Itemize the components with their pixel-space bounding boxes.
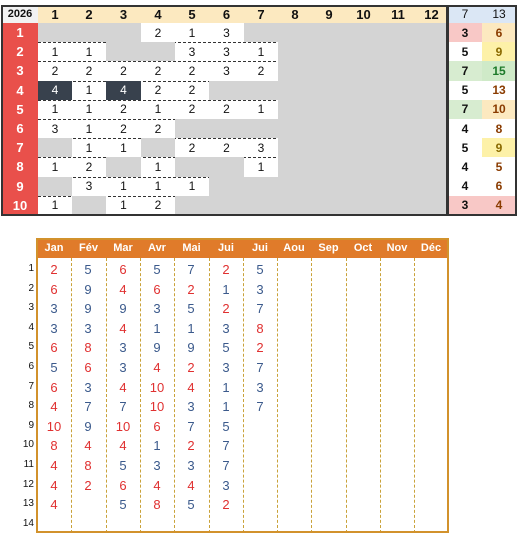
column-divider: [106, 258, 107, 533]
grid-cell[interactable]: [209, 119, 244, 138]
grid-cell[interactable]: 3: [85, 179, 93, 194]
column-divider: [243, 258, 244, 533]
grid-cell[interactable]: [346, 81, 381, 100]
grid-cell[interactable]: [415, 196, 448, 215]
grid-cell[interactable]: 1: [120, 140, 127, 155]
row-count: 4: [448, 119, 482, 138]
month-value[interactable]: 1: [222, 379, 230, 395]
grid-cell[interactable]: [381, 23, 415, 42]
column-divider: [209, 258, 210, 533]
row-count: 5: [448, 42, 482, 61]
grid-cell[interactable]: [106, 157, 141, 176]
grid-cell[interactable]: 1: [120, 179, 127, 194]
month-header-10: Nov: [380, 238, 414, 258]
grid-cell[interactable]: [278, 157, 312, 176]
grid-cell[interactable]: [381, 100, 415, 119]
month-value[interactable]: 6: [50, 379, 58, 395]
grid-cell[interactable]: 4: [106, 81, 141, 100]
column-header-4: 4: [141, 5, 175, 23]
month-value[interactable]: 5: [84, 262, 92, 277]
month-value[interactable]: 5: [256, 262, 264, 277]
month-value[interactable]: 8: [153, 497, 161, 513]
row-header-5: 5: [2, 100, 38, 119]
grid-cell[interactable]: 1: [188, 179, 196, 194]
month-value[interactable]: 4: [119, 320, 127, 336]
row-total: 4: [482, 196, 516, 215]
month-value[interactable]: 5: [222, 418, 230, 434]
grid-cell[interactable]: [381, 196, 415, 215]
month-value[interactable]: 3: [153, 458, 161, 473]
month-value[interactable]: 4: [187, 379, 195, 395]
row-number: 6: [28, 361, 34, 372]
grid-cell[interactable]: [346, 196, 381, 215]
grid-cell[interactable]: 1: [51, 159, 59, 174]
month-value[interactable]: 2: [50, 262, 58, 277]
grid-cell[interactable]: 2: [85, 63, 93, 78]
row-number: 12: [22, 478, 34, 490]
row-number: 4: [28, 321, 34, 333]
grid-cell[interactable]: [141, 42, 175, 61]
month-value[interactable]: 5: [222, 340, 230, 356]
grid-cell[interactable]: [415, 42, 448, 61]
row-count: 4: [448, 177, 482, 196]
column-divider: [311, 258, 312, 533]
column-header-8: 8: [278, 5, 312, 23]
grid-cell[interactable]: 1: [120, 198, 127, 213]
grid-cell[interactable]: [278, 61, 312, 80]
month-value[interactable]: 5: [119, 458, 127, 473]
grid-cell[interactable]: 1: [188, 25, 196, 40]
grid-cell[interactable]: [175, 119, 209, 138]
summary-header-2: 13: [482, 5, 516, 23]
month-value[interactable]: 7: [256, 301, 264, 317]
row-total: 6: [482, 23, 516, 42]
month-value[interactable]: 2: [222, 262, 230, 277]
grid-cell[interactable]: [346, 157, 381, 176]
grid-cell[interactable]: [346, 42, 381, 61]
row-header-6: 6: [2, 119, 38, 138]
month-value[interactable]: 7: [256, 360, 264, 375]
row-count: 3: [448, 196, 482, 215]
row-number: 3: [28, 302, 34, 314]
month-value[interactable]: 10: [115, 418, 131, 434]
grid-cell[interactable]: 2: [154, 25, 162, 40]
month-value[interactable]: 8: [50, 438, 58, 454]
yearly-grid: [0, 0, 519, 219]
grid-cell[interactable]: [312, 119, 346, 138]
row-number: 7: [28, 380, 34, 392]
grid-cell[interactable]: [38, 138, 72, 157]
grid-cell[interactable]: 1: [154, 159, 162, 174]
month-value[interactable]: 3: [256, 281, 264, 297]
grid-cell[interactable]: [312, 61, 346, 80]
month-value[interactable]: 3: [256, 379, 264, 395]
row-number: 9: [28, 419, 34, 431]
grid-cell[interactable]: 1: [257, 44, 265, 59]
row-number: 1: [28, 263, 34, 274]
month-value[interactable]: 3: [50, 301, 58, 317]
month-value[interactable]: 3: [84, 320, 92, 336]
grid-cell[interactable]: [312, 157, 346, 176]
grid-cell[interactable]: [38, 23, 72, 42]
month-value[interactable]: 2: [187, 360, 195, 375]
grid-cell[interactable]: [312, 81, 346, 100]
month-value[interactable]: 7: [222, 438, 230, 454]
grid-cell[interactable]: 3: [257, 140, 265, 155]
grid-cell[interactable]: 2: [188, 63, 196, 78]
month-value[interactable]: 1: [153, 438, 161, 454]
column-divider: [414, 258, 415, 533]
column-header-10: 10: [346, 5, 381, 23]
grid-cell[interactable]: [209, 157, 244, 176]
month-header-11: Déc: [414, 238, 448, 258]
month-header-1: Fév: [71, 238, 106, 258]
grid-cell[interactable]: [312, 177, 346, 196]
grid-cell[interactable]: [381, 119, 415, 138]
grid-cell[interactable]: [278, 42, 312, 61]
column-header-12: 12: [415, 5, 448, 23]
month-value[interactable]: 5: [187, 497, 195, 513]
column-header-2: 2: [72, 5, 106, 23]
grid-cell[interactable]: [278, 196, 312, 215]
row-number: 2: [28, 282, 34, 294]
month-header-6: Jui: [243, 238, 277, 258]
grid-cell[interactable]: 2: [120, 121, 127, 136]
column-header-7: 7: [244, 5, 278, 23]
row-total: 5: [482, 157, 516, 176]
row-number: 10: [22, 439, 34, 451]
row-header-7: 7: [2, 138, 38, 157]
grid-cell[interactable]: 1: [257, 102, 265, 117]
row-count: 4: [448, 157, 482, 176]
grid-cell[interactable]: 3: [223, 25, 230, 40]
grid-cell[interactable]: [312, 100, 346, 119]
month-value[interactable]: 4: [50, 458, 58, 473]
month-value[interactable]: 10: [149, 399, 165, 415]
grid-cell[interactable]: 2: [51, 63, 59, 78]
row-header-9: 9: [2, 177, 38, 196]
row-header-1: 1: [2, 23, 38, 42]
grid-cell[interactable]: [278, 119, 312, 138]
month-value[interactable]: 2: [84, 477, 92, 493]
grid-cell[interactable]: [278, 138, 312, 157]
grid-cell[interactable]: [244, 177, 278, 196]
month-value[interactable]: 7: [187, 262, 195, 277]
grid-cell[interactable]: [141, 138, 175, 157]
month-value[interactable]: 9: [187, 340, 195, 356]
month-value[interactable]: 7: [256, 399, 264, 415]
month-value[interactable]: 2: [222, 301, 230, 317]
month-value[interactable]: 2: [222, 497, 230, 513]
grid-cell[interactable]: [72, 23, 106, 42]
grid-cell[interactable]: [278, 81, 312, 100]
month-value[interactable]: 3: [187, 399, 195, 415]
row-header-2: 2: [2, 42, 38, 61]
summary-header-1: 7: [448, 5, 482, 23]
row-number: 11: [23, 459, 34, 470]
grid-cell[interactable]: 2: [120, 102, 127, 117]
month-value[interactable]: 5: [50, 360, 58, 375]
month-value[interactable]: 10: [149, 379, 165, 395]
month-value[interactable]: 2: [187, 438, 195, 454]
grid-cell[interactable]: 2: [154, 121, 162, 136]
row-total: 9: [482, 138, 516, 157]
grid-cell[interactable]: 3: [51, 121, 59, 136]
column-divider: [346, 258, 347, 533]
grid-cell[interactable]: 2: [257, 63, 265, 78]
grid-cell[interactable]: 2: [188, 83, 196, 98]
grid-cell[interactable]: 2: [154, 198, 162, 213]
grid-cell[interactable]: [175, 196, 209, 215]
month-value[interactable]: 9: [84, 281, 92, 297]
row-total: 9: [482, 42, 516, 61]
month-value[interactable]: 3: [119, 340, 127, 356]
grid-cell[interactable]: [346, 100, 381, 119]
month-header-4: Mai: [174, 238, 209, 258]
grid-cell[interactable]: 1: [85, 140, 93, 155]
month-value[interactable]: 9: [84, 301, 92, 317]
grid-cell[interactable]: 3: [188, 44, 196, 59]
grid-cell[interactable]: [415, 81, 448, 100]
month-value[interactable]: 7: [84, 399, 92, 415]
column-header-9: 9: [312, 5, 346, 23]
grid-cell[interactable]: [415, 61, 448, 80]
row-header-3: 3: [2, 61, 38, 80]
grid-cell[interactable]: 1: [85, 121, 93, 136]
month-value[interactable]: 5: [187, 301, 195, 317]
column-header-6: 6: [209, 5, 244, 23]
grid-cell[interactable]: [415, 177, 448, 196]
row-total: 8: [482, 119, 516, 138]
month-header-2: Mar: [106, 238, 140, 258]
month-value[interactable]: 3: [153, 301, 161, 317]
month-value[interactable]: 3: [222, 320, 230, 336]
monthly-table: [0, 228, 519, 536]
grid-cell[interactable]: 2: [154, 83, 162, 98]
month-value[interactable]: 4: [119, 379, 127, 395]
grid-cell[interactable]: 2: [188, 102, 196, 117]
month-value[interactable]: 4: [50, 497, 58, 513]
row-header-4: 4: [2, 81, 38, 100]
row-count: 5: [448, 138, 482, 157]
month-value[interactable]: 9: [119, 301, 127, 317]
month-value[interactable]: 10: [46, 418, 62, 434]
grid-cell[interactable]: [415, 100, 448, 119]
row-count: 3: [448, 23, 482, 42]
grid-cell[interactable]: 2: [188, 140, 196, 155]
row-total: 6: [482, 177, 516, 196]
grid-cell[interactable]: [312, 138, 346, 157]
month-header-3: Avr: [140, 238, 174, 258]
grid-cell[interactable]: 1: [51, 44, 59, 59]
month-value[interactable]: 6: [153, 418, 161, 434]
grid-cell[interactable]: [72, 196, 106, 215]
row-count: 7: [448, 100, 482, 119]
grid-cell[interactable]: [346, 177, 381, 196]
row-total: 13: [482, 81, 516, 100]
grid-cell[interactable]: 1: [85, 44, 93, 59]
column-divider: [277, 258, 278, 533]
month-value[interactable]: 8: [84, 340, 92, 356]
column-divider: [140, 258, 141, 533]
month-header-5: Jui: [209, 238, 243, 258]
grid-cell[interactable]: 1: [154, 179, 162, 194]
month-value[interactable]: 9: [84, 418, 92, 434]
grid-cell[interactable]: 2: [120, 63, 127, 78]
grid-cell[interactable]: [312, 42, 346, 61]
grid-cell[interactable]: 2: [223, 140, 230, 155]
grid-cell[interactable]: [346, 61, 381, 80]
month-value[interactable]: 6: [50, 340, 58, 356]
grid-cell[interactable]: 2: [85, 159, 93, 174]
month-value[interactable]: 6: [153, 281, 161, 297]
row-number: 14: [22, 517, 34, 529]
grid-cell[interactable]: [415, 119, 448, 138]
grid-cell[interactable]: 1: [257, 159, 265, 174]
month-value[interactable]: 8: [256, 320, 264, 336]
grid-cell[interactable]: [244, 119, 278, 138]
grid-cell[interactable]: [381, 81, 415, 100]
grid-cell[interactable]: 1: [51, 198, 59, 213]
month-value[interactable]: 2: [256, 340, 264, 356]
month-header-7: Aou: [277, 238, 311, 258]
row-total: 10: [482, 100, 516, 119]
grid-cell[interactable]: [244, 23, 278, 42]
column-header-5: 5: [175, 5, 209, 23]
column-divider: [380, 258, 381, 533]
grid-cell[interactable]: [312, 196, 346, 215]
grid-cell[interactable]: [381, 177, 415, 196]
month-value[interactable]: 4: [50, 399, 58, 415]
month-value[interactable]: 6: [119, 477, 127, 493]
month-value[interactable]: 1: [187, 320, 195, 336]
grid-cell[interactable]: 3: [223, 63, 230, 78]
month-value[interactable]: 4: [119, 281, 127, 297]
row-header-8: 8: [2, 157, 38, 176]
month-value[interactable]: 6: [84, 360, 92, 375]
month-value[interactable]: 4: [119, 438, 127, 454]
grid-cell[interactable]: [415, 138, 448, 157]
month-header-0: Jan: [37, 238, 71, 258]
month-value[interactable]: 5: [119, 497, 127, 513]
month-value[interactable]: 7: [119, 399, 127, 415]
grid-cell[interactable]: 4: [38, 81, 72, 100]
row-count: 7: [448, 61, 482, 80]
month-value[interactable]: 3: [222, 477, 230, 493]
row-count: 5: [448, 81, 482, 100]
row-number: 8: [28, 400, 34, 412]
grid-cell[interactable]: [278, 100, 312, 119]
grid-cell[interactable]: [381, 157, 415, 176]
month-value[interactable]: 3: [119, 360, 127, 375]
month-value[interactable]: 3: [84, 379, 92, 395]
month-value[interactable]: 1: [153, 320, 161, 336]
month-value[interactable]: 2: [187, 281, 195, 297]
month-value[interactable]: 5: [153, 262, 161, 277]
grid-cell[interactable]: 1: [85, 83, 93, 98]
year-label: 2026: [2, 5, 38, 23]
column-divider: [71, 258, 72, 533]
grid-cell[interactable]: [244, 196, 278, 215]
grid-cell[interactable]: 1: [154, 102, 162, 117]
month-value[interactable]: 4: [153, 360, 161, 375]
month-header-9: Oct: [346, 238, 380, 258]
row-header-10: 10: [2, 196, 38, 215]
month-value[interactable]: 4: [84, 438, 92, 454]
column-header-1: 1: [38, 5, 72, 23]
grid-cell[interactable]: [106, 23, 141, 42]
grid-cell[interactable]: [175, 157, 209, 176]
month-header-8: Sep: [311, 238, 346, 258]
grid-cell[interactable]: [415, 23, 448, 42]
grid-cell[interactable]: [278, 177, 312, 196]
grid-cell[interactable]: 3: [223, 44, 230, 59]
row-number: 13: [22, 498, 34, 510]
grid-cell[interactable]: [381, 61, 415, 80]
grid-cell[interactable]: [381, 42, 415, 61]
month-value[interactable]: 4: [50, 477, 58, 493]
grid-cell[interactable]: [209, 81, 244, 100]
grid-cell[interactable]: [278, 23, 312, 42]
grid-cell[interactable]: 2: [154, 63, 162, 78]
month-value[interactable]: 3: [50, 320, 58, 336]
month-value[interactable]: 1: [222, 399, 230, 415]
grid-cell[interactable]: 1: [51, 102, 59, 117]
grid-cell[interactable]: [244, 81, 278, 100]
grid-cell[interactable]: [381, 138, 415, 157]
grid-cell[interactable]: [346, 23, 381, 42]
row-number: 5: [28, 341, 34, 353]
month-value[interactable]: 6: [50, 281, 58, 297]
grid-cell[interactable]: 2: [223, 102, 230, 117]
month-value[interactable]: 4: [153, 477, 161, 493]
column-header-3: 3: [106, 5, 141, 23]
grid-cell[interactable]: [312, 23, 346, 42]
month-value[interactable]: 9: [153, 340, 161, 356]
month-value[interactable]: 7: [187, 418, 195, 434]
month-value[interactable]: 1: [222, 281, 230, 297]
column-divider: [174, 258, 175, 533]
grid-cell[interactable]: [209, 177, 244, 196]
month-value[interactable]: 7: [222, 458, 230, 473]
month-value[interactable]: 8: [84, 458, 92, 473]
grid-cell[interactable]: [106, 42, 141, 61]
month-value[interactable]: 6: [119, 262, 127, 277]
grid-cell[interactable]: [346, 138, 381, 157]
grid-cell[interactable]: 1: [85, 102, 93, 117]
row-total: 15: [482, 61, 516, 80]
grid-cell[interactable]: [38, 177, 72, 196]
column-header-11: 11: [381, 5, 415, 23]
grid-cell[interactable]: [415, 157, 448, 176]
grid-cell[interactable]: [346, 119, 381, 138]
month-value[interactable]: 4: [187, 477, 195, 493]
grid-cell[interactable]: [209, 196, 244, 215]
month-value[interactable]: 3: [187, 458, 195, 473]
month-value[interactable]: 3: [222, 360, 230, 375]
